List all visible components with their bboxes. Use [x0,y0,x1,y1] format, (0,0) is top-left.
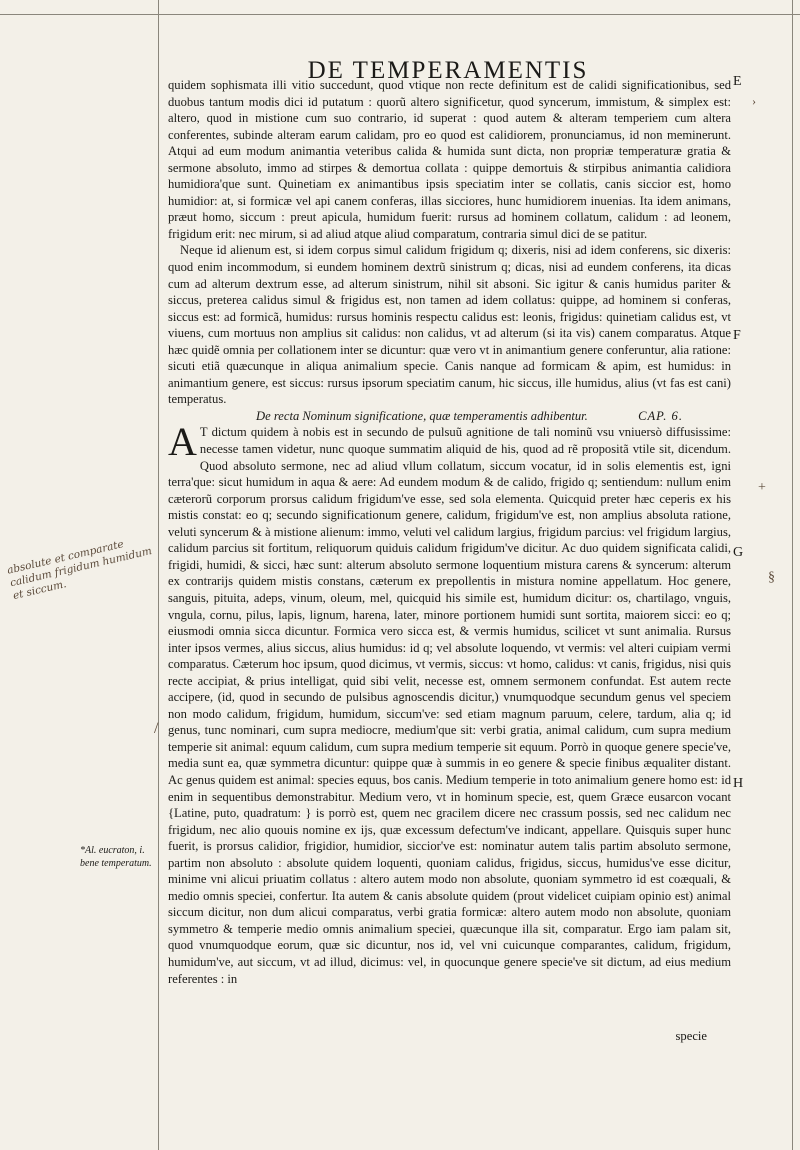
running-head: DE TEMPERAMENTIS [307,56,589,84]
margin-letter-f: F [733,328,741,343]
catchword: specie [675,1029,707,1043]
handwritten-flourish-mark: § [768,570,775,585]
margin-letter-e: E [733,74,742,89]
margin-letter-g: G [733,545,744,560]
margin-letter-h: H [733,776,744,791]
handwritten-tick-mark: › [752,94,756,108]
paragraph-2: Neque id alienum est, si idem corpus simul calidum frigidum q; dixeris, nisi ad idem conferens, sic dixeris: quod enim incommodum, si eundem hominem dextrũ sinistrum q; dicas, nisi ad eundem conferens, ita dicas cum ad alterum dextrum esse, ad alterum sinistrum, nihil sit absoni. Sic igitur & canis humidus pariter & siccus, preterea calidus simul & frigidus est, non tamen ad idem collatus: quippe, ad hominem si conferas, siccus est: ad formicã, humidus: rursus hominis respectu calidus est: leonis, frigidus: quinetiam calidus est, vt viuens, cum mortuus non amplius sit calidus: non calidus, vt ad alterum (si ita vis) canem comparatus. Atque hæc quidẽ omnia per collationem inter se dicuntur: quæ vero vt in animantium genere conferuntur, alia ratione: sicuti etiã quæcunque in aliqua animalium specie. Canis nanque ad formicam & apim, est humidus: in animantium genere, est siccus: rursus ipsorum speciatim canum, hic siccus, ille humidus, alius (vt fas est cani) temperatus. [168,243,731,407]
chapter-heading [168,408,731,425]
header-rule [0,14,800,15]
right-margin-rule [792,0,793,1150]
handwritten-cross-mark: + [758,480,766,495]
chapter-number: CAP. 6. [638,408,683,423]
handwritten-stroke-mark: / [154,720,159,737]
drop-cap: A [168,419,197,465]
left-margin-rule [158,0,159,1150]
margin-note: *Al. eucraton, i. bene temperatum. [80,845,152,869]
paragraph-3-text: T dictum quidem à nobis est in secundo de pulsuũ agnitione de tali nominũ vsu vniuersò diffusissime: necesse tamen videtur, nunc quoque summatim aliquid de his, quod ad rẽ propositã vtile sit, dicendum. Quod absoluto sermone, nec ad aliud vllum collatum, siccum vocatur, id in solis elementis est, igni terra'que: sicut humidum in aqua & aere: Ad eundem modum & de calido, frigido q; sentiendum: nullum enim cæterorũ corporum prorsus calidum frigidum've esse, sed sola elementa. Quicquid preter hæc ceperis ex his mistis constat: eo q; secundo significationum genere, calidum, frigidum've est, non amplius absoluta ratione, veluti syncerum & à mistione alienum: immo, veluti vel calidum largius, frigidum parcius: vel frigidum largius, calidum parcius sit fortitum, reliquorum quiduis calidum frigidum've dicitur. Ac duo quidem significata calidi, frigidi, humidi, & sicci, hæc sunt: alterum absoluto sermone loquentium mistura carens & syncerum: alterum ex contrarijs quidem mistis constans, cæterum ex prepollentis in mistura nomine appellatum. Hoc genere, sanguis, pituita, adeps, vinum, oleum, mel, quicquid his simile est, humidum dicitur: os, chartilago, vnguis, vngula, cornu, pilus, lapis, lignum, harena, later, minore portionem humidi sunt sortita, maiorem sicci: eo q; eiusmodi omnia sicca dicuntur. Formica vero sicca est, & vermis humidus, scilicet vt sunt animalia. Rursus inter ipsos vermes, alius siccus, alius humidus: id q; vel absolute loquendo, vt vermis: vel alteri cuipiam vermi comparatus. Cæterum hoc ipsum, quod dicimus, vt vermis, siccus: vt homo, calidus: vt canis, frigidus, nisi quis recte accipiat, & prius intelligat, quid sibi velit, necesse est, omnem sermonem confundat. Est autem recte accipere, (id, quod in secundo de pulsibus agnoscendis dicitur,) vnumquodque secundum genus vel speciem non modo calidum, frigidum, humidum, siccum've: sed etiam magnum paruum, celere, tardum, alia q; id genus, tunc nominari, cum supra mediocre, medium'que sit: verbi gratia, animal calidum, cum supra medium temperie sit animal: equum calidum, cum supra medium temperie sit equum. Porrò in quoque genere specie've, media sunt ea, quæ symmetra dicuntur: quippe quæ à summis in eo genere & specie finibus æqualiter distant. Ac genus quidem est animal: species equus, bos canis. Medium temperie in toto animalium genere homo est: id enim in sequentibus demonstrabitur. Medium vero, vt in hominum specie, est, quem Græce eusarcon vocant {Latine, puto, quadratum: } is porrò est, quem nec gracilem dicere nec crassum possis, sed nec calidum nec frigidum, nec alio quouis nomine ex ijs, quæ excessum defectum've indicant, appellare. Quisquis super hunc fuerit, is prorsus calidior, frigidior, humidior, siccior've est: nominatur autem talis partim absoluto sermone, partim non absoluto : absolute quidem loquenti, quoniam calidus, frigidus, siccus, humidus've esse dicitur, minime vni alicui priuatim collatus : altero autem modo non absolute, quoniam symmetro id est coæquali, & medio omnis speciei, confertur. Ita autem & canis absolute quidem (prout videlicet cuipiam opinio est) animal siccum dicitur, non dum alicui comparatus, verbi gratia formicæ: altero autem modo non absolute, quoniam symmetro & temperie medio omnis animalium speciei, quæcunque illa sit, comparatur. Ergo iam palam sit, quod vnumquodque eorum, quæ sic dicuntur, nos id, vel vni cuicunque comparantes, calidum, frigidum, humidum've, aut siccum, vt ad illud, dicimus: vel, in quocunque genere specie've sit dictum, ad eius medium referentes : in [168,425,731,986]
paragraph-1: quidem sophismata illi vitio succedunt, quod vtique non recte definitum est de calidi significationibus, sed duobus tantum modis dici id putatum : quorũ altero significetur, quod syncerum, immistum, & simplex est: altero, quod in mistione cum suo contrario, id superat : quod autem & alteram temperiem cum altera conferentes, subinde alteram earum calidam, pro eo quod est calidiorem, pronunciamus, id non meminerunt. Atqui ad eum modum animantia veteribus calida & humida sunt dicta, non propriæ temperaturæ gratia & sermone absoluto, immo ad stirpes & demortua collata : quippe demortuis & stirpibus animantia calidiora humidiora'que sunt. Quinetiam ex animantibus ipsis speciatim inter se collatis, canis siccior est, homo humidior: at, si formicæ vel api canem conferas, illas sicciores, hunc humidiorem inuenias. Ita idem animans, præut homo, siccum : preut apicula, humidum fuerit: rursus ad hominem collatum, calidum : ad leonem, frigidum erit: nec mirum, si ad aliud atque aliud comparatum, contraria simul dici de se patitur. [168,78,731,241]
handwritten-note: absolute et comparate calidum frigidum humidum et siccum. [6,538,153,603]
paragraph-3 [168,419,731,987]
main-text-block [168,77,731,987]
chapter-title: De recta Nominum significatione, quæ temperamentis adhibentur. [256,408,588,423]
